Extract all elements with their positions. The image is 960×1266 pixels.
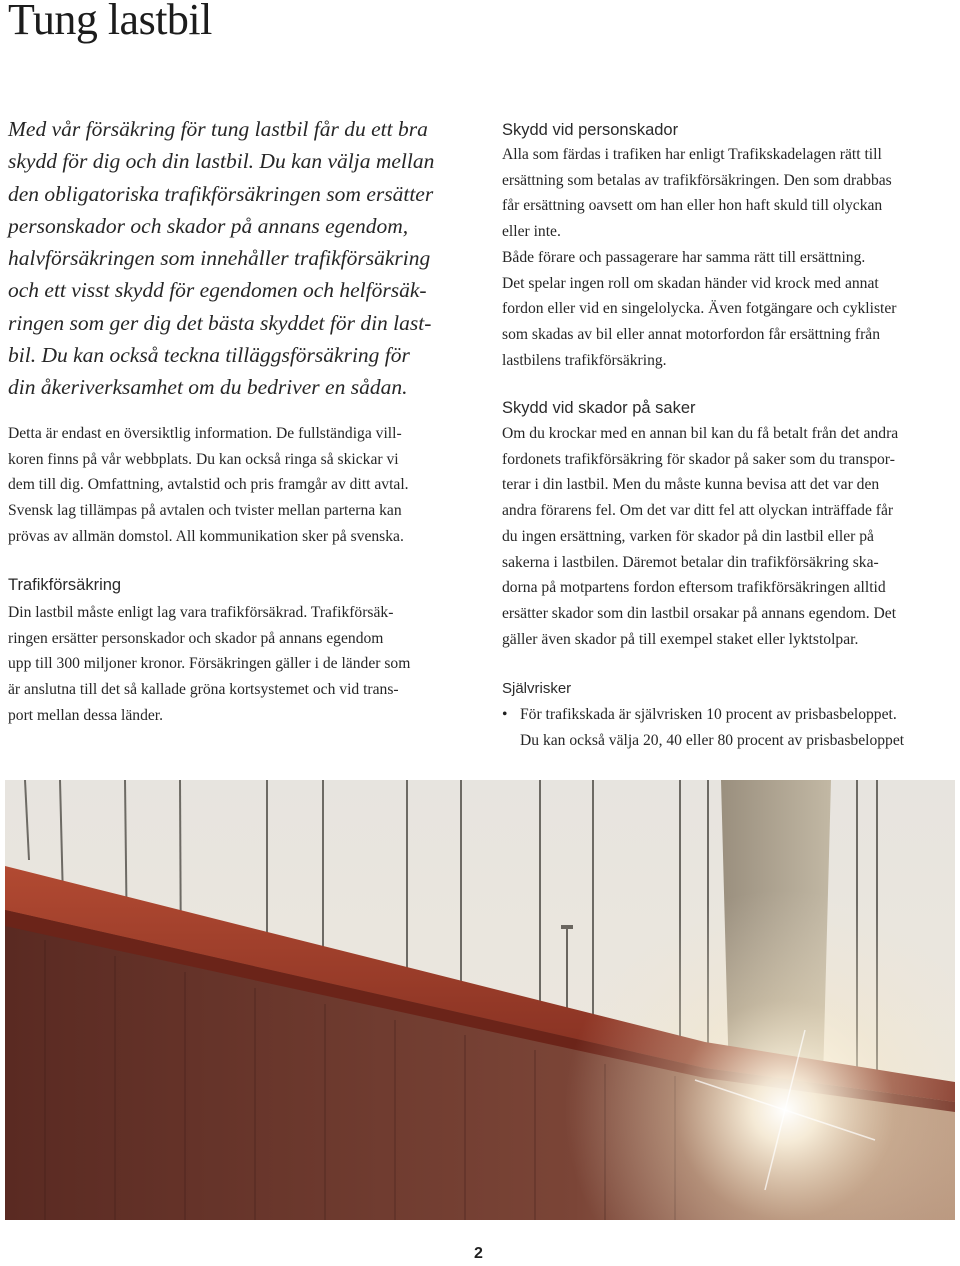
page-number: 2	[474, 1245, 483, 1262]
info-paragraph: Detta är endast en översiktlig information. De fullständiga vill- koren finns på vår webbplats. Du kan också ringa så skickar vi dem till dig. Omfattning, avtalstid och pris framgår av ditt avtal. Svensk lag tillämpas på avtalen och tvister mellan parterna kan prövas av allmän domstol. All kommunikation sker på svenska.	[8, 425, 409, 545]
bridge-photo	[5, 780, 955, 1220]
bullet-icon: •	[502, 706, 508, 723]
sjalvrisker-text: För trafikskada är självrisken 10 procent av prisbasbeloppet. Du kan också välja 20, 40 eller 80 procent av prisbasbeloppet	[520, 706, 905, 749]
page-title: Tung lastbil	[8, 0, 212, 44]
sjalvrisker-heading: Självrisker	[502, 680, 572, 697]
skador-body: Om du krockar med en annan bil kan du få betalt från det andra fordonets trafikförsäkring för skador på saker som du transpor- terar i din lastbil. Men du måste kunna bevisa att det var den andra förarens fel. Om det var ditt fel att olyckan inträffade får du ingen ersättning, varken för skador på din lastbil eller på sakerna i lastbilen. Däremot betalar din trafikförsäkring ska- dorna på motpartens fordon eftersom trafikförsäkringen alltid ersätter skador som din lastbil orsakar på annans egendom. Det gäller även skador på till exempel staket eller lyktstolpar.	[502, 425, 899, 648]
person-heading: Skydd vid personskador	[502, 121, 679, 139]
sun-glare	[5, 780, 955, 1220]
intro-paragraph: Med vår försäkring för tung lastbil får du ett bra skydd för dig och din lastbil. Du kan välja mellan den obligatoriska trafikförsäkringen som ersätter personskador och skador på annans egendom, halvförsäkringen som innehåller trafikförsäkring och ett visst skydd för egendomen och helförsäk- ringen som ger dig det bästa skyddet för din last- bil. Du kan också teckna tilläggsförsäkring för din åkeriverksamhet om du bedriver en sådan.	[8, 117, 435, 400]
person-body: Alla som färdas i trafiken har enligt Trafikskadelagen rätt till ersättning som betalas av trafikförsäkringen. Den som drabbas får ersättning oavsett om han eller hon haft skuld till olyckan eller inte. Både förare och passagerare har samma rätt till ersättning. Det spelar ingen roll om skadan händer vid krock med annat fordon eller vid en singelolycka. Även fotgängare och cyklister som skadas av bil eller annat motorfordon får ersättning från lastbilens trafikförsäkring.	[502, 146, 897, 369]
trafik-heading: Trafikförsäkring	[8, 576, 122, 594]
bridge-illustration	[5, 780, 955, 1220]
trafik-body: Din lastbil måste enligt lag vara trafikförsäkrad. Trafikförsäk- ringen ersätter personskador och skador på annans egendom upp till 300 miljoner kronor. Försäkringen gäller i de länder som är anslutna till det så kallade gröna kortsystemet och vid trans- port mellan dessa länder.	[8, 604, 411, 724]
sjalvrisker-list-item	[502, 702, 952, 753]
skador-heading: Skydd vid skador på saker	[502, 399, 696, 417]
